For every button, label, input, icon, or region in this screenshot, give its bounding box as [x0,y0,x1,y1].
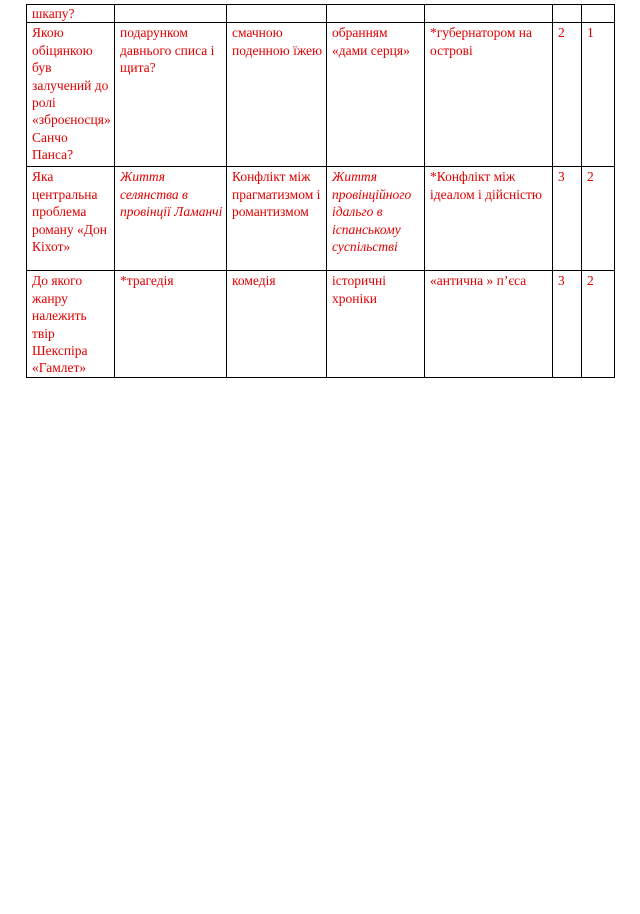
answer-option-cell: Конфлікт між прагматизмом і романтизмом [227,167,327,271]
answer-option-cell [425,5,553,23]
table-row [27,271,615,377]
answer-option-cell: «антична » п’єса [425,271,553,377]
score-cell [553,5,582,23]
score-cell [582,5,615,23]
question-cell: До якого жанру належить твір Шекспіра «Гамлет» [27,271,115,377]
correct-answer-cell: *трагедія [115,271,227,377]
score-cell: 1 [582,23,615,167]
score-cell: 2 [582,167,615,271]
quiz-table [26,4,615,378]
question-cell: Яка центральна проблема роману «Дон Кіхот» [27,167,115,271]
answer-option-cell: історичні хроніки [327,271,425,377]
table-row [27,167,615,271]
answer-option-cell [227,5,327,23]
question-cell: шкапу? [27,5,115,23]
answer-option-cell [115,5,227,23]
answer-option-cell: подарунком давнього списа і щита? [115,23,227,167]
correct-answer-cell: *губернатором на острові [425,23,553,167]
question-cell: Якою обіцянкою був залучений до ролі «зброєносця» Санчо Панса? [27,23,115,167]
answer-option-cell [327,5,425,23]
answer-option-cell: Життя селянства в провінції Ламанчі [115,167,227,271]
table-row [27,5,615,23]
answer-option-cell: Життя провінційного ідальго в іспанському суспільстві [327,167,425,271]
answer-option-cell: комедія [227,271,327,377]
score-cell: 2 [582,271,615,377]
table-row [27,23,615,167]
score-cell: 3 [553,271,582,377]
score-cell: 3 [553,167,582,271]
answer-option-cell: смачною поденною їжею [227,23,327,167]
answer-option-cell: обранням «дами серця» [327,23,425,167]
correct-answer-cell: *Конфлікт між ідеалом і дійсністю [425,167,553,271]
score-cell: 2 [553,23,582,167]
